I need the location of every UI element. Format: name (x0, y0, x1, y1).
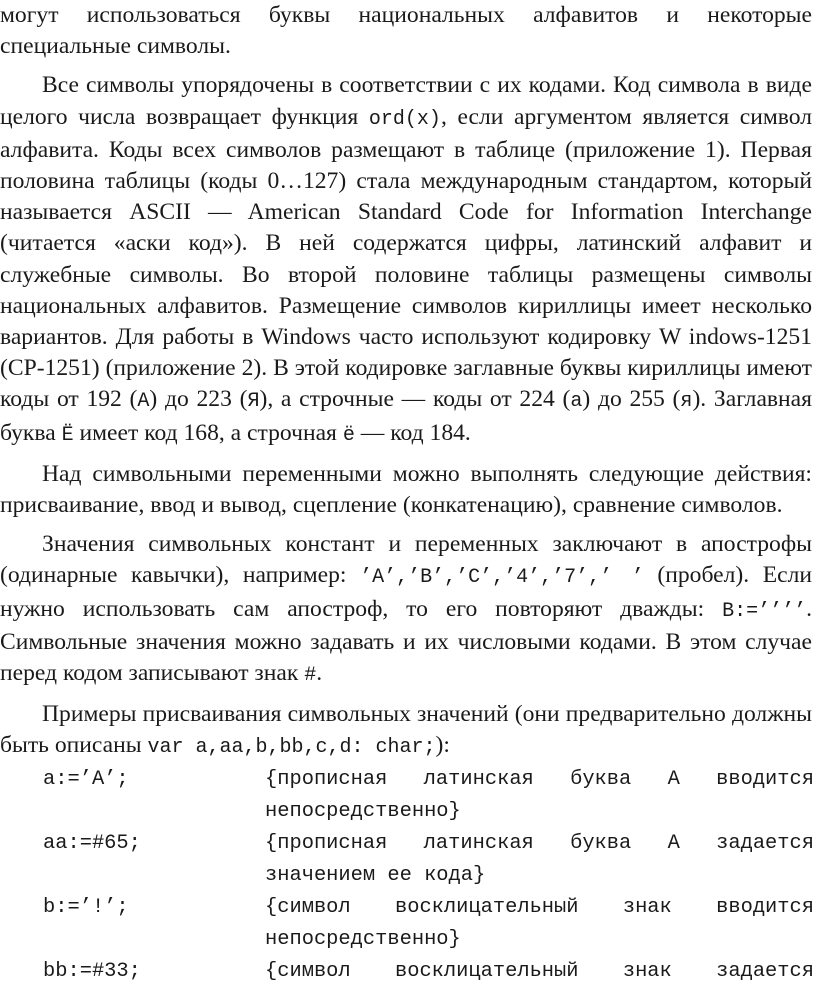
code-comment: {символ восклицательный знак вводится непосредственно} (265, 895, 814, 951)
code-char-lower-yo: ё (342, 423, 355, 447)
paragraph-2-text-7: имеет код 168, а строчная (73, 419, 343, 446)
paragraph-2-text-3: ) до 223 ( (149, 386, 248, 413)
code-char-lower-a: а (570, 390, 583, 414)
code-char-upper-yo: Ё (61, 423, 74, 447)
paragraph-4-text-1: Значения символьных констант и переменных заключают в апострофы (одинарные кавычки), например: (0, 531, 812, 589)
paragraph-2-text-2: , если аргументом является символ алфавита. Коды всех символов размещают в таблице (приложение 1). Первая половина таблицы (коды 0…127) стала международным стандартом, который называется ASCII — American Standard Code for Information Interchange (читается «аски код»). В ней содержатся цифры, латинский алфавит и служебные символы. Во второй половине таблицы размещены символы национальных алфавитов. Размещение символов кириллицы имеет несколько вариантов. Для работы в Windows часто используют кодировку W indows-1251 (CP-1251) (приложение 2). В этой кодировке заглавные буквы кириллицы имеют коды от 192 ( (0, 103, 812, 413)
code-hash-sign: # (304, 664, 317, 688)
paragraph-2-text-8: — код 184. (354, 419, 471, 446)
code-statement: bb:=#33; (43, 959, 141, 983)
code-comment: {прописная латинская буква А вводится непосредственно} (265, 767, 814, 823)
code-examples (0, 764, 816, 988)
code-statement: aa:=#65; (43, 831, 141, 855)
code-line (0, 892, 816, 956)
code-char-upper-a: А (137, 390, 150, 414)
paragraph-5-text-1: Примеры присваивания символьных значений (они предварительно должны быть описаны (0, 701, 812, 759)
code-ord-function: ord(x) (368, 107, 441, 131)
code-line (0, 764, 816, 828)
code-line (0, 956, 816, 988)
paragraph-4-text-4: . (316, 660, 323, 687)
paragraph-2-text-1: Все символы упорядочены в соответствии с их кодами. Код символа в виде целого числа возвращает функция (0, 72, 812, 130)
code-char-lower-ya: я (680, 390, 693, 414)
paragraph-4-text-2: (пробел). Если нужно использовать сам апостроф, то его повторяют дважды: (0, 562, 813, 622)
paragraph-5 (0, 699, 816, 763)
paragraph-1: могут использоваться буквы национальных алфавитов и некоторые специальные символы. (0, 2, 812, 60)
paragraph-4 (0, 529, 816, 691)
code-char-constants: ’A’,’B’,’C’,’4’,’7’,’ ’ (360, 566, 644, 590)
code-var-declaration: var a,aa,b,bb,c,d: char; (147, 736, 436, 760)
code-statement: a:=’A’; (43, 767, 129, 791)
code-char-upper-ya: Я (247, 390, 260, 414)
code-comment: {символ восклицательный знак задается (265, 959, 814, 983)
paragraph-3: Над символьными переменными можно выполнять следующие действия: присваивание, ввод и вывод, сцепление (конкатенацию), сравнение символов. (0, 460, 812, 519)
code-line (0, 828, 816, 892)
paragraph-2-text-4: ), а строчные — коды от 224 ( (259, 386, 571, 413)
paragraph-2-text-6: ). Заглавная буква (0, 386, 813, 446)
code-comment: {прописная латинская буква А задается значением ее кода} (265, 831, 814, 887)
paragraph-5-text-2: ): (435, 732, 450, 759)
paragraph-2 (0, 70, 816, 450)
paragraph-2-text-5: ) до 255 ( (582, 386, 681, 413)
code-statement: b:=’!’; (43, 895, 129, 919)
paragraph-4-text-3: . Символьные значения можно задавать и их числовыми кодами. В этом случае перед кодом записывают знак (0, 595, 812, 687)
code-apostrophe-assign: B:=’’’’ (722, 599, 807, 623)
